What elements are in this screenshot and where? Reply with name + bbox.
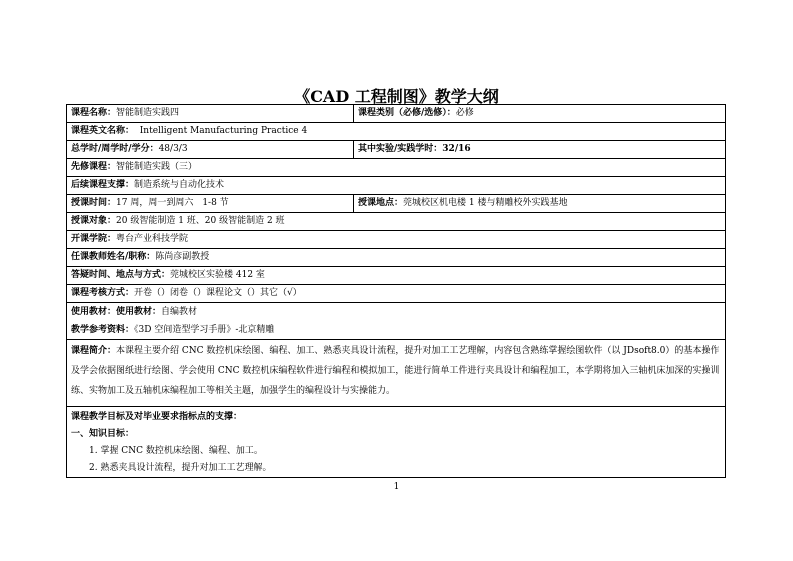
document-title: 《CAD 工程制图》教学大纲 [294,87,499,106]
hours-cell [67,141,354,159]
label: 授课对象： [71,216,117,226]
intro-cell [67,340,726,407]
prerequisite: 智能制造实践（三） [116,162,198,172]
materials-cell [67,303,726,340]
goals-cell [67,407,726,478]
label: 课程简介： [71,346,117,356]
exam-cell [67,285,726,303]
syllabus-table [66,104,726,478]
english-name-cell [67,123,726,141]
label: 课程类别（必修/选修）： [358,108,456,118]
followup-cell [67,177,726,195]
college-cell [67,231,726,249]
teacher: 陈尚彦副教授 [155,252,210,262]
label: 开课学院： [71,234,117,244]
time-cell [67,195,354,213]
course-name-cell [67,105,354,123]
intro: 本课程主要介绍 CNC 数控机床绘图、编程、加工、熟悉夹具设计流程，提升对加工工艺理解，内容包含熟练掌握绘图软件（以 JDsoft8.0）的基本操作及学会依据图纸进行绘图、学会使用 CNC 数控机床编程软件进行编程和模拟加工，能进行简单工件进行夹具设计和编程加工，本学期将加入三轴机床加深的实操训练、实物加工及五轴机床编程加工等相关主题，加强学生的编程设计与实操能力。 [71,346,720,396]
lab-hours-cell [354,141,726,159]
label: 教学参考资料： [71,325,135,335]
label: 答疑时间、地点与方式： [71,270,171,280]
lab-hours: 32/16 [442,144,471,154]
label: 后续课程支撑： [71,180,135,190]
goal-item: 1. 掌握 CNC 数控机床绘图、编程、加工。 [89,446,263,456]
course-name: 智能制造实践四 [116,108,180,118]
label: 使用教材：使用教材： [71,307,162,317]
qa-cell [67,267,726,285]
reference-line [71,321,721,339]
label: 授课地点： [358,198,404,208]
label: 总学时/周学时/学分： [71,144,159,154]
exam: 开卷（）闭卷（）课程论文（）其它（√） [134,288,302,298]
goals-heading: 课程教学目标及对毕业要求指标点的支撑： [71,412,243,422]
course-type-cell [354,105,726,123]
textbook: 自编教材 [161,307,198,317]
label: 其中实验/实践学时： [358,144,443,154]
college: 粤台产业科技学院 [116,234,189,244]
english-name: Intelligent Manufacturing Practice 4 [139,126,308,136]
textbook-line [71,303,721,321]
label: 课程名称： [71,108,117,118]
place-cell [354,195,726,213]
label: 授课时间： [71,198,117,208]
course-type: 必修 [455,108,474,118]
label: 任课教师姓名/职称： [71,252,156,262]
page-number: 1 [393,482,400,492]
target-cell [67,213,726,231]
goal-item: 2. 熟悉夹具设计流程，提升对加工工艺理解。 [89,463,272,473]
label: 先修课程： [71,162,117,172]
label: 课程考核方式： [71,288,135,298]
prerequisite-cell [67,159,726,177]
target: 20 级智能制造 1 班、20 级智能制造 2 班 [116,216,285,226]
hours: 48/3/3 [158,144,188,154]
qa: 莞城校区实验楼 412 室 [170,270,265,280]
followup: 制造系统与自动化技术 [134,180,225,190]
time: 17 周，周一到周六 1-8 节 [116,198,229,208]
place: 莞城校区机电楼 1 楼与精雕校外实践基地 [403,198,568,208]
teacher-cell [67,249,726,267]
label: 课程英文名称： [71,126,135,136]
knowledge-heading: 一、知识目标： [71,429,135,439]
reference: 《3D 空间造型学习手册》-北京精雕 [134,325,275,335]
